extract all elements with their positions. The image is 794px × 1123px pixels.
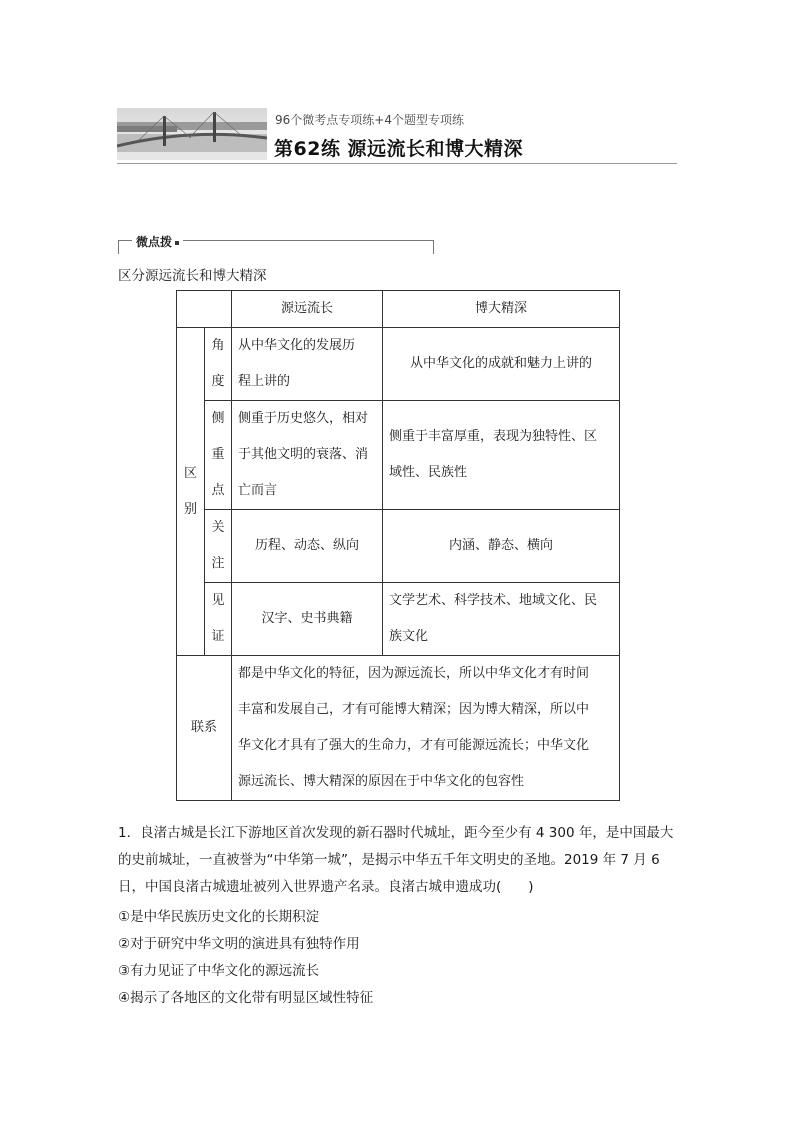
header-bridge-photo [117, 108, 267, 160]
table-header-b: 博大精深 [383, 291, 620, 328]
section-bar [118, 235, 434, 254]
table-cell-a [232, 401, 383, 510]
table-cell-b [383, 583, 620, 656]
table-cell-b [383, 401, 620, 510]
cell-line: 汉字、史书典籍 [261, 611, 353, 626]
group-label-cell [177, 328, 205, 656]
cell-line: 都是中华文化的特征，因为源远流长，所以中华文化才有时间 [238, 666, 590, 681]
row-label-char: 重 [211, 447, 225, 462]
group-label-char: 别 [183, 501, 197, 517]
row-label-cell [205, 401, 232, 510]
question-stem-line: 1．良渚古城是长江下游地区首次发现的新石器时代城址，距今至少有 4 300 年，是中国最大 [118, 825, 674, 841]
group-label-char: 区 [183, 465, 197, 481]
option-item: ③有力见证了中华文化的源远流长 [118, 963, 320, 979]
question-stem-line: 的史前城址，一直被誉为“中华第一城”，是揭示中华五千年文明史的圣地。2019 年 7 月 6 [118, 852, 660, 868]
cell-line: 内涵、静态、横向 [448, 538, 553, 553]
section-cap-left [118, 240, 119, 254]
table-cell-b [383, 328, 620, 401]
cell-line: 族文化 [389, 629, 429, 644]
row-label-char: 注 [211, 556, 225, 571]
section-label [132, 233, 183, 250]
cell-line: 历程、动态、纵向 [254, 538, 359, 553]
row-label-char: 角 [211, 338, 225, 353]
link-text-cell [232, 656, 620, 801]
cell-line: 侧重于丰富厚重，表现为独特性、区 [389, 429, 598, 444]
row-label-char: 度 [211, 374, 225, 389]
section-lead: 区分源远流长和博大精深 [118, 268, 267, 284]
row-label-char: 见 [211, 593, 225, 608]
row-label-cell [205, 510, 232, 583]
table-cell-b [383, 510, 620, 583]
cell-line: 从中华文化的发展历 [238, 338, 356, 353]
section-cap-right [433, 240, 434, 254]
question-stem-line: 日，中国良渚古城遗址被列入世界遗产名录。良渚古城申遗成功( ) [118, 879, 534, 895]
row-label-char: 点 [211, 483, 225, 498]
row-label-cell [205, 328, 232, 401]
table-cell-a [232, 328, 383, 401]
cell-line: 从中华文化的成就和魅力上讲的 [409, 356, 592, 371]
bridge-image-icon [117, 108, 267, 160]
page-title: 第62练 源远流长和博大精深 [274, 138, 524, 160]
table-header-a: 源远流长 [232, 291, 383, 328]
cell-line: 亡而言 [238, 483, 278, 498]
cell-line: 于其他文明的衰落、消 [238, 447, 369, 462]
cell-line: 侧重于历史悠久，相对 [238, 411, 369, 426]
table-corner [177, 291, 232, 328]
header-divider [117, 163, 677, 164]
header-subtitle: 96个微考点专项练+4个题型专项练 [275, 113, 464, 127]
cell-line: 域性、民族性 [389, 465, 468, 480]
cell-line: 华文化才具有了强大的生命力，才有可能源远流长；中华文化 [238, 738, 590, 753]
row-label-cell [205, 583, 232, 656]
table-cell-a [232, 583, 383, 656]
row-label-char: 证 [211, 629, 225, 644]
option-item: ①是中华民族历史文化的长期积淀 [118, 909, 320, 925]
square-bullet-icon [175, 241, 179, 245]
cell-line: 丰富和发展自己，才有可能博大精深；因为博大精深，所以中 [238, 702, 590, 717]
row-label-char: 关 [211, 520, 225, 535]
cell-line: 文学艺术、科学技术、地域文化、民 [389, 593, 598, 608]
link-label-cell: 联系 [177, 656, 232, 801]
question-stem [118, 820, 674, 901]
table-cell-a [232, 510, 383, 583]
section-label-text: 微点拨 [136, 235, 173, 249]
cell-line: 源远流长、博大精深的原因在于中华文化的包容性 [238, 774, 525, 789]
option-item: ④揭示了各地区的文化带有明显区域性特征 [118, 990, 374, 1006]
cell-line: 程上讲的 [238, 374, 291, 389]
option-item: ②对于研究中华文明的演进具有独特作用 [118, 936, 360, 952]
comparison-table [176, 290, 620, 801]
row-label-char: 侧 [211, 411, 225, 426]
